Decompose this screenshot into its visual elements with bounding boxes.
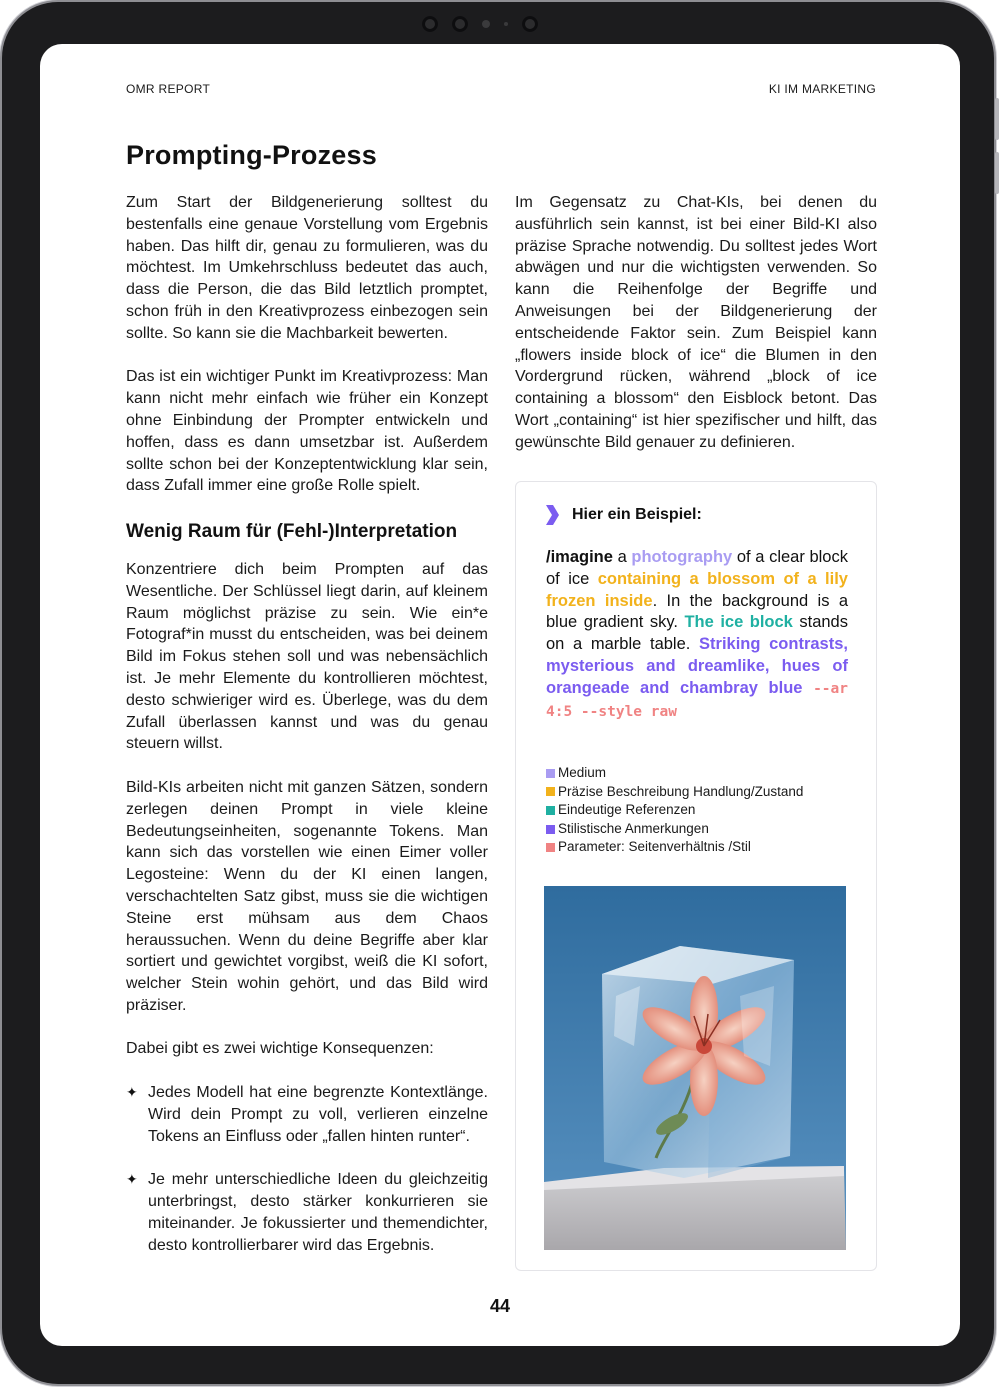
prompt-medium: photography — [631, 548, 733, 566]
legend-swatch — [546, 843, 555, 852]
section-heading: Wenig Raum für (Fehl-)Interpretation — [126, 520, 458, 542]
paragraph: Das ist ein wichtiger Punkt im Kreativprozess: Man kann nicht mehr einfach wie früher ein Konzept ohne Einbindung der Prompter entwickeln und hoffen, dass es dann umsetzbar ist. Außerdem sollte schon bei der Konzeptentwicklung klar sein, dass Zufall immer eine große Rolle spielt. — [126, 368, 488, 495]
ice-block-lily-image — [544, 886, 846, 1250]
list-item-text: Je mehr unterschiedliche Ideen du gleichzeitig unterbringst, desto stärker konkurrieren sie miteinander. Je fokussierter und themendichter, desto kontrollierbarer wird das Ergebnis. — [148, 1171, 488, 1254]
example-title: Hier ein Beispiel: — [572, 506, 702, 523]
legend-label: Präzise Beschreibung Handlung/Zustand — [558, 783, 804, 799]
prompt-text: . In the background is a blue gradient sky. — [546, 591, 849, 632]
legend-item — [546, 764, 803, 783]
prompt-style: Striking contrasts, mysterious and dreamlike, hues of orangeade and chambray blue — [546, 635, 848, 697]
prompt-text: stands on a marble table. — [546, 613, 848, 654]
left-column — [126, 192, 488, 1278]
page-title: Prompting-Prozess — [126, 140, 377, 170]
sparkle-bullet-icon: ✦ — [126, 1171, 138, 1188]
prompt-reference: The ice block — [684, 613, 793, 632]
prompt-command: /imagine — [546, 548, 613, 566]
volume-button — [995, 98, 999, 140]
camera-lens — [422, 16, 438, 32]
chevron-right-icon — [544, 504, 560, 526]
sparkle-bullet-icon: ✦ — [126, 1084, 138, 1101]
paragraph: Dabei gibt es zwei wichtige Konsequenzen: — [126, 1040, 434, 1058]
running-header-left: OMR REPORT — [126, 82, 211, 96]
legend-label: Eindeutige Referenzen — [558, 802, 696, 818]
sensor-dot — [504, 22, 508, 26]
legend-item — [546, 838, 803, 857]
paragraph: Zum Start der Bildgenerierung solltest du bestenfalls eine genaue Vorstellung vom Ergebnis haben. Das hilft dir, genau zu formulieren, was du möchtest. Im Umkehrschluss bedeutet das auch, dass die Person, die das Bild letztlich promptet, schon früh in den Kreativprozess einbezogen sein sollte. So kann sie die Machbarkeit bewerten. — [126, 194, 488, 342]
legend-swatch — [546, 825, 555, 834]
legend-item — [546, 801, 803, 820]
paragraph: Konzentriere dich beim Prompten auf das Wesentliche. Der Schlüssel liegt darin, auf kleinem Raum möglichst präzise zu sein. Wie ein*e Fotograf*in musst du entscheiden, was bei deinem Bild im Fokus stehen soll und was nebensächlich ist. Je mehr Elemente du kontrollieren möchtest, desto schwieriger wird es. Überlege, was du dem Zufall überlassen kannst und was du genau steuern willst. — [126, 560, 488, 753]
camera-lens — [452, 16, 468, 32]
prompt-text: a — [612, 548, 632, 566]
sensor-dot — [482, 20, 490, 28]
paragraph: Im Gegensatz zu Chat-KIs, bei denen du ausführlich sein kannst, ist bei einer Bild-KI also präzise Sprache notwendig. Du solltest jedes Wort abwägen und nur die wichtigsten verwenden. So kann die Reihenfolge der Begriffe und Anweisungen bei der Bildgenerierung der entscheidende Faktor sein. Zum Beispiel kann „flowers inside block of ice“ die Blumen in den Vordergrund rücken, während „block of ice containing a blossom“ den Eisblock betont. Das Wort „containing“ ist hier spezifischer und hilft, das gewünschte Bild genauer zu definieren. — [515, 194, 877, 451]
list-item — [126, 1082, 488, 1147]
prompt-parameters: --ar 4:5 --style raw — [546, 680, 848, 720]
prompt-example — [546, 547, 848, 723]
legend-swatch — [546, 787, 555, 796]
camera-lens — [522, 16, 538, 32]
legend-label: Parameter: Seitenverhältnis /Stil — [558, 839, 751, 855]
example-header — [544, 504, 702, 526]
legend-item — [546, 820, 803, 839]
prompt-action: containing a blossom of a lily frozen inside — [546, 569, 848, 610]
legend-item — [546, 783, 803, 802]
color-legend — [546, 764, 803, 857]
tablet-frame — [2, 2, 994, 1384]
legend-label: Medium — [558, 765, 607, 780]
legend-swatch — [546, 806, 555, 815]
paragraph: Bild-KIs arbeiten nicht mit ganzen Sätzen, sondern zerlegen deinen Prompt in viele kleine Bedeutungseinheiten, sogenannte Tokens. Man kann sich das vorstellen wie einen Eimer voller Legosteine: Wenn du der KI einen langen, verschachtelten Satz gibst, muss sie die wichtigen Steine erst mühsam aus dem Chaos heraussuchen. Wenn du deine Begriffe aber klar sortiert und gewichtet vorgibst, weiß die KI sofort, welcher Stein wohin gehört, und das Bild wird präziser. — [126, 778, 488, 1014]
prompt-text: of a clear block of ice — [546, 548, 848, 588]
side-button — [995, 152, 999, 194]
list-item-text: Jedes Modell hat eine begrenzte Kontextlänge. Wird dein Prompt zu voll, verlieren einzelne Tokens an Einfluss oder „fallen hinten runter“. — [148, 1084, 488, 1145]
document-page[interactable] — [40, 44, 960, 1346]
legend-label: Stilistische Anmerkungen — [558, 820, 709, 836]
camera-bar — [422, 14, 538, 34]
list-item — [126, 1169, 488, 1256]
legend-swatch — [546, 769, 555, 778]
running-header-right: KI IM MARKETING — [768, 82, 876, 96]
page-number: 44 — [489, 1296, 511, 1316]
right-column — [515, 192, 877, 475]
example-box — [515, 481, 877, 1271]
